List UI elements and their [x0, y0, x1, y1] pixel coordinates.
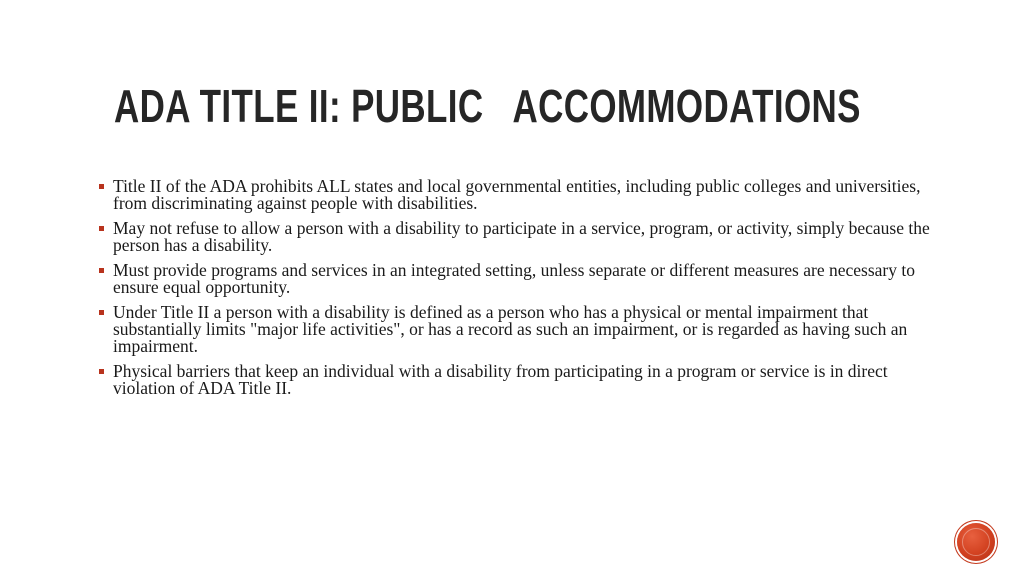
- square-bullet-icon: [99, 369, 104, 374]
- bullet-text: Must provide programs and services in an integrated setting, unless separate or different measures are necessary to ensure equal opportunity.: [113, 260, 915, 297]
- list-item: [97, 304, 937, 355]
- list-item: [97, 363, 937, 397]
- square-bullet-icon: [99, 268, 104, 273]
- slide-title: ADA TITLE II: PUBLIC ACCOMMODATIONS: [114, 80, 861, 132]
- slide-nav-button-icon[interactable]: [957, 523, 995, 561]
- nav-button-ring: [962, 528, 990, 556]
- square-bullet-icon: [99, 310, 104, 315]
- list-item: [97, 262, 937, 296]
- list-item: [97, 220, 937, 254]
- bullet-text: Title II of the ADA prohibits ALL states and local governmental entities, including public colleges and universities, from discriminating against people with disabilities.: [113, 176, 921, 213]
- square-bullet-icon: [99, 184, 104, 189]
- bullet-list: [97, 178, 937, 405]
- bullet-text: Physical barriers that keep an individual with a disability from participating in a program or service is in direct violation of ADA Title II.: [113, 361, 888, 398]
- bullet-text: May not refuse to allow a person with a disability to participate in a service, program, or activity, simply because the person has a disability.: [113, 218, 930, 255]
- list-item: [97, 178, 937, 212]
- square-bullet-icon: [99, 226, 104, 231]
- bullet-text: Under Title II a person with a disability is defined as a person who has a physical or mental impairment that substantially limits "major life activities", or has a record as such an impairment, or is regarded as having such an impairment.: [113, 302, 908, 356]
